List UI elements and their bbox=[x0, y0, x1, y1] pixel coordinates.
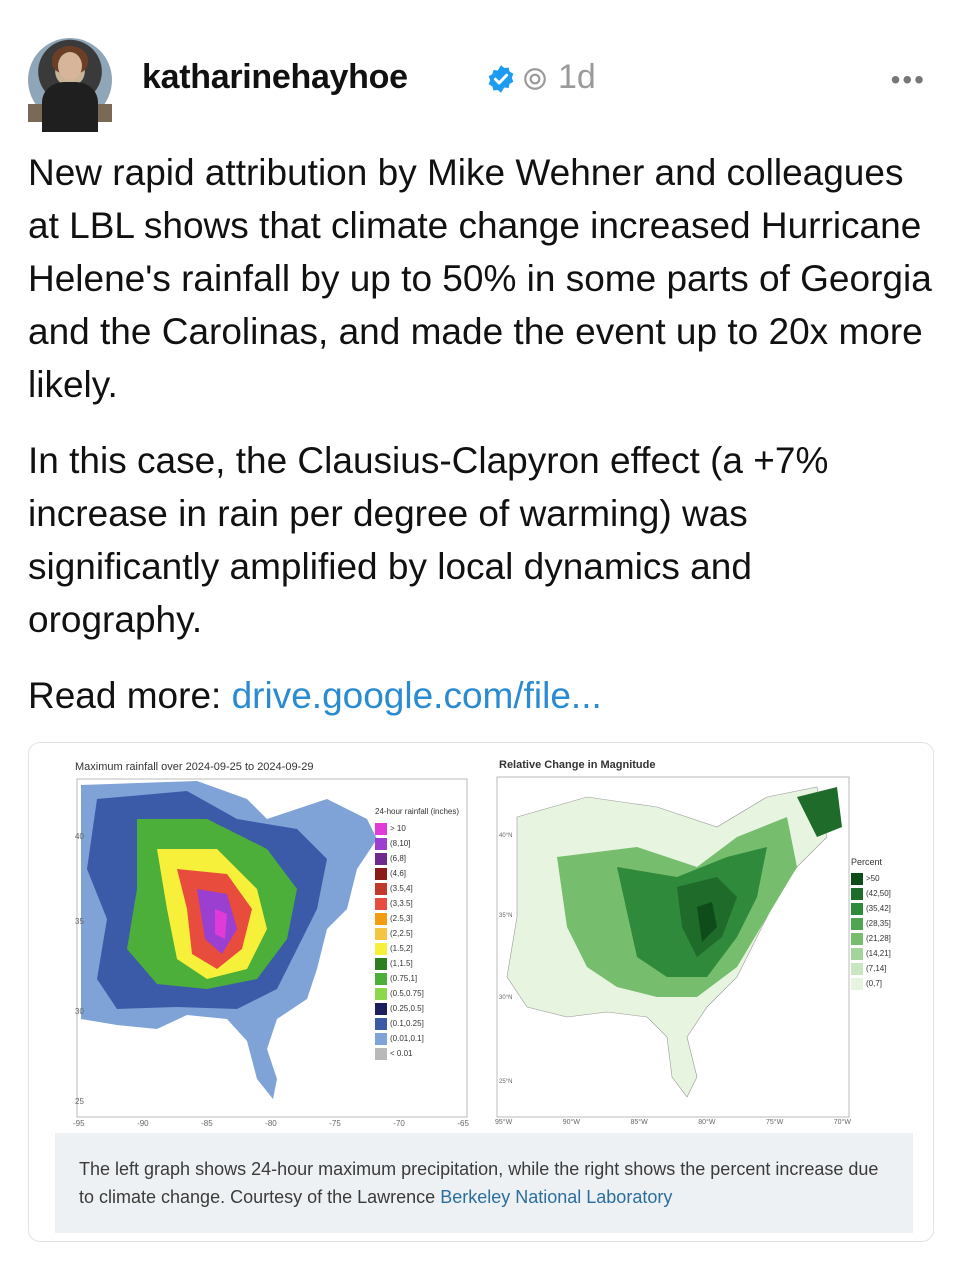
svg-text:35°N: 35°N bbox=[499, 913, 513, 919]
rainfall-legend-swatch bbox=[375, 883, 387, 895]
percent-legend-swatch bbox=[851, 963, 863, 975]
percent-legend-label: (21,28] bbox=[866, 934, 891, 943]
rainfall-x-tick-label: -95 bbox=[73, 1119, 85, 1128]
svg-text:30: 30 bbox=[75, 1007, 84, 1016]
rainfall-legend-title: 24-hour rainfall (inches) bbox=[375, 807, 460, 816]
percent-legend-label: (14,21] bbox=[866, 949, 891, 958]
percent-legend-item bbox=[851, 931, 921, 946]
rainfall-legend-swatch bbox=[375, 928, 387, 940]
svg-text:35: 35 bbox=[75, 917, 84, 926]
percent-x-tick-label: 75°W bbox=[766, 1119, 784, 1126]
rainfall-x-tick-label: -65 bbox=[457, 1119, 469, 1128]
percent-legend-swatch bbox=[851, 978, 863, 990]
rainfall-legend-item bbox=[375, 911, 461, 926]
rainfall-legend-swatch bbox=[375, 943, 387, 955]
rainfall-legend-item bbox=[375, 1001, 461, 1016]
link-preview-card[interactable] bbox=[28, 742, 934, 1242]
rainfall-legend-label: (2.5,3] bbox=[390, 914, 413, 923]
rainfall-legend-swatch bbox=[375, 868, 387, 880]
rainfall-legend-label: (6,8] bbox=[390, 854, 407, 863]
svg-text:30°N: 30°N bbox=[499, 995, 513, 1001]
read-more-line bbox=[28, 669, 934, 722]
rainfall-legend-label: (1,1.5] bbox=[390, 959, 413, 968]
percent-legend-item bbox=[851, 886, 921, 901]
percent-legend-label: (28,35] bbox=[866, 919, 891, 928]
rainfall-legend-item bbox=[375, 986, 461, 1001]
rainfall-legend bbox=[375, 807, 461, 1061]
percent-legend-label: (35,42] bbox=[866, 904, 891, 913]
rainfall-legend-label: < 0.01 bbox=[390, 1049, 413, 1058]
svg-text:40°N: 40°N bbox=[499, 833, 513, 839]
rainfall-legend-swatch bbox=[375, 988, 387, 1000]
rainfall-legend-item bbox=[375, 1031, 461, 1046]
rainfall-x-tick-label: -75 bbox=[329, 1119, 341, 1128]
rainfall-legend-item bbox=[375, 941, 461, 956]
percent-x-tick-label: 80°W bbox=[698, 1119, 716, 1126]
percent-legend-item bbox=[851, 916, 921, 931]
rainfall-legend-label: (0.01,0.1] bbox=[390, 1034, 424, 1043]
rainfall-x-tick-label: -70 bbox=[393, 1119, 405, 1128]
rainfall-legend-label: (1.5,2] bbox=[390, 944, 413, 953]
threads-activity-icon bbox=[522, 66, 548, 92]
percent-legend-swatch bbox=[851, 918, 863, 930]
rainfall-legend-item bbox=[375, 851, 461, 866]
rainfall-legend-label: (2,2.5] bbox=[390, 929, 413, 938]
rainfall-legend-swatch bbox=[375, 838, 387, 850]
rainfall-legend-label: (0.5,0.75] bbox=[390, 989, 424, 998]
rainfall-legend-item bbox=[375, 821, 461, 836]
verified-badge-icon bbox=[486, 64, 516, 94]
percent-legend-label: (7,14] bbox=[866, 964, 887, 973]
left-map-title: Maximum rainfall over 2024-09-25 to 2024-09-29 bbox=[75, 761, 314, 773]
rainfall-x-tick-label: -80 bbox=[265, 1119, 277, 1128]
rainfall-legend-label: (3.5,4] bbox=[390, 884, 413, 893]
rainfall-legend-label: (0.75,1] bbox=[390, 974, 418, 983]
rainfall-legend-swatch bbox=[375, 958, 387, 970]
percent-legend-swatch bbox=[851, 903, 863, 915]
svg-text:25: 25 bbox=[75, 1097, 84, 1106]
caption bbox=[79, 1155, 889, 1211]
percent-legend-item bbox=[851, 946, 921, 961]
percent-legend-label: (0,7] bbox=[866, 979, 883, 988]
rainfall-legend-item bbox=[375, 1046, 461, 1061]
rainfall-legend-item bbox=[375, 971, 461, 986]
rainfall-legend-label: (8,10] bbox=[390, 839, 411, 848]
relative-change-map bbox=[497, 777, 849, 1117]
rainfall-legend-swatch bbox=[375, 823, 387, 835]
percent-legend-item bbox=[851, 961, 921, 976]
read-more-prefix: Read more: bbox=[28, 675, 232, 716]
percent-x-tick-label: 95°W bbox=[495, 1119, 513, 1126]
svg-text:25°N: 25°N bbox=[499, 1079, 513, 1085]
percent-legend bbox=[851, 857, 921, 991]
percent-legend-swatch bbox=[851, 888, 863, 900]
caption-text: The left graph shows 24-hour maximum precipitation, while the right shows the percent increase due to climate change. Courtesy of the Lawrence bbox=[79, 1159, 879, 1207]
percent-legend-label: (42,50] bbox=[866, 889, 891, 898]
rainfall-legend-item bbox=[375, 836, 461, 851]
percent-legend-item bbox=[851, 901, 921, 916]
caption-box bbox=[55, 1133, 913, 1233]
percent-x-tick-label: 70°W bbox=[833, 1119, 851, 1126]
caption-link[interactable]: Berkeley National Laboratory bbox=[440, 1187, 673, 1207]
rainfall-legend-item bbox=[375, 896, 461, 911]
rainfall-legend-swatch bbox=[375, 1003, 387, 1015]
rainfall-legend-item bbox=[375, 1016, 461, 1031]
percent-legend-label: >50 bbox=[866, 874, 880, 883]
post-paragraph-2: In this case, the Clausius-Clapyron effect (a +7% increase in rain per degree of warming) was significantly amplified by local dynamics and orography. bbox=[28, 440, 829, 640]
read-more-link[interactable]: drive.google.com/file... bbox=[231, 675, 602, 716]
rainfall-legend-label: (4,6] bbox=[390, 869, 407, 878]
percent-legend-item bbox=[851, 976, 921, 991]
rainfall-legend-item bbox=[375, 956, 461, 971]
percent-x-tick-label: 90°W bbox=[562, 1119, 580, 1126]
rainfall-legend-item bbox=[375, 881, 461, 896]
percent-xticks bbox=[495, 1119, 851, 1131]
rainfall-legend-label: > 10 bbox=[390, 824, 406, 833]
rainfall-x-tick-label: -90 bbox=[137, 1119, 149, 1128]
svg-text:40: 40 bbox=[75, 832, 84, 841]
right-map-title: Relative Change in Magnitude bbox=[499, 759, 656, 771]
post-paragraph-1: New rapid attribution by Mike Wehner and colleagues at LBL shows that climate change increased Hurricane Helene's rainfall by up to 50% in some parts of Georgia and the Carolinas, and made the event up to 20x more likely. bbox=[28, 152, 932, 405]
percent-legend-item bbox=[851, 871, 921, 886]
percent-legend-swatch bbox=[851, 873, 863, 885]
rainfall-legend-label: (0.25,0.5] bbox=[390, 1004, 424, 1013]
rainfall-legend-swatch bbox=[375, 898, 387, 910]
post-header bbox=[28, 38, 934, 124]
percent-x-tick-label: 85°W bbox=[630, 1119, 648, 1126]
rainfall-legend-label: (0.1,0.25] bbox=[390, 1019, 424, 1028]
percent-legend-swatch bbox=[851, 933, 863, 945]
rainfall-legend-swatch bbox=[375, 853, 387, 865]
rainfall-legend-label: (3,3.5] bbox=[390, 899, 413, 908]
avatar[interactable] bbox=[28, 38, 112, 122]
rainfall-legend-swatch bbox=[375, 913, 387, 925]
percent-legend-title: Percent bbox=[851, 857, 883, 867]
rainfall-xticks bbox=[73, 1119, 469, 1131]
rainfall-x-tick-label: -85 bbox=[201, 1119, 213, 1128]
rainfall-legend-swatch bbox=[375, 973, 387, 985]
post-time: 1d bbox=[558, 58, 596, 96]
rainfall-legend-swatch bbox=[375, 1018, 387, 1030]
percent-legend-swatch bbox=[851, 948, 863, 960]
rainfall-legend-item bbox=[375, 926, 461, 941]
rainfall-legend-swatch bbox=[375, 1048, 387, 1060]
rainfall-legend-swatch bbox=[375, 1033, 387, 1045]
more-options-icon[interactable]: ••• bbox=[890, 64, 926, 95]
rainfall-legend-item bbox=[375, 866, 461, 881]
username[interactable]: katharinehayhoe bbox=[142, 58, 408, 96]
